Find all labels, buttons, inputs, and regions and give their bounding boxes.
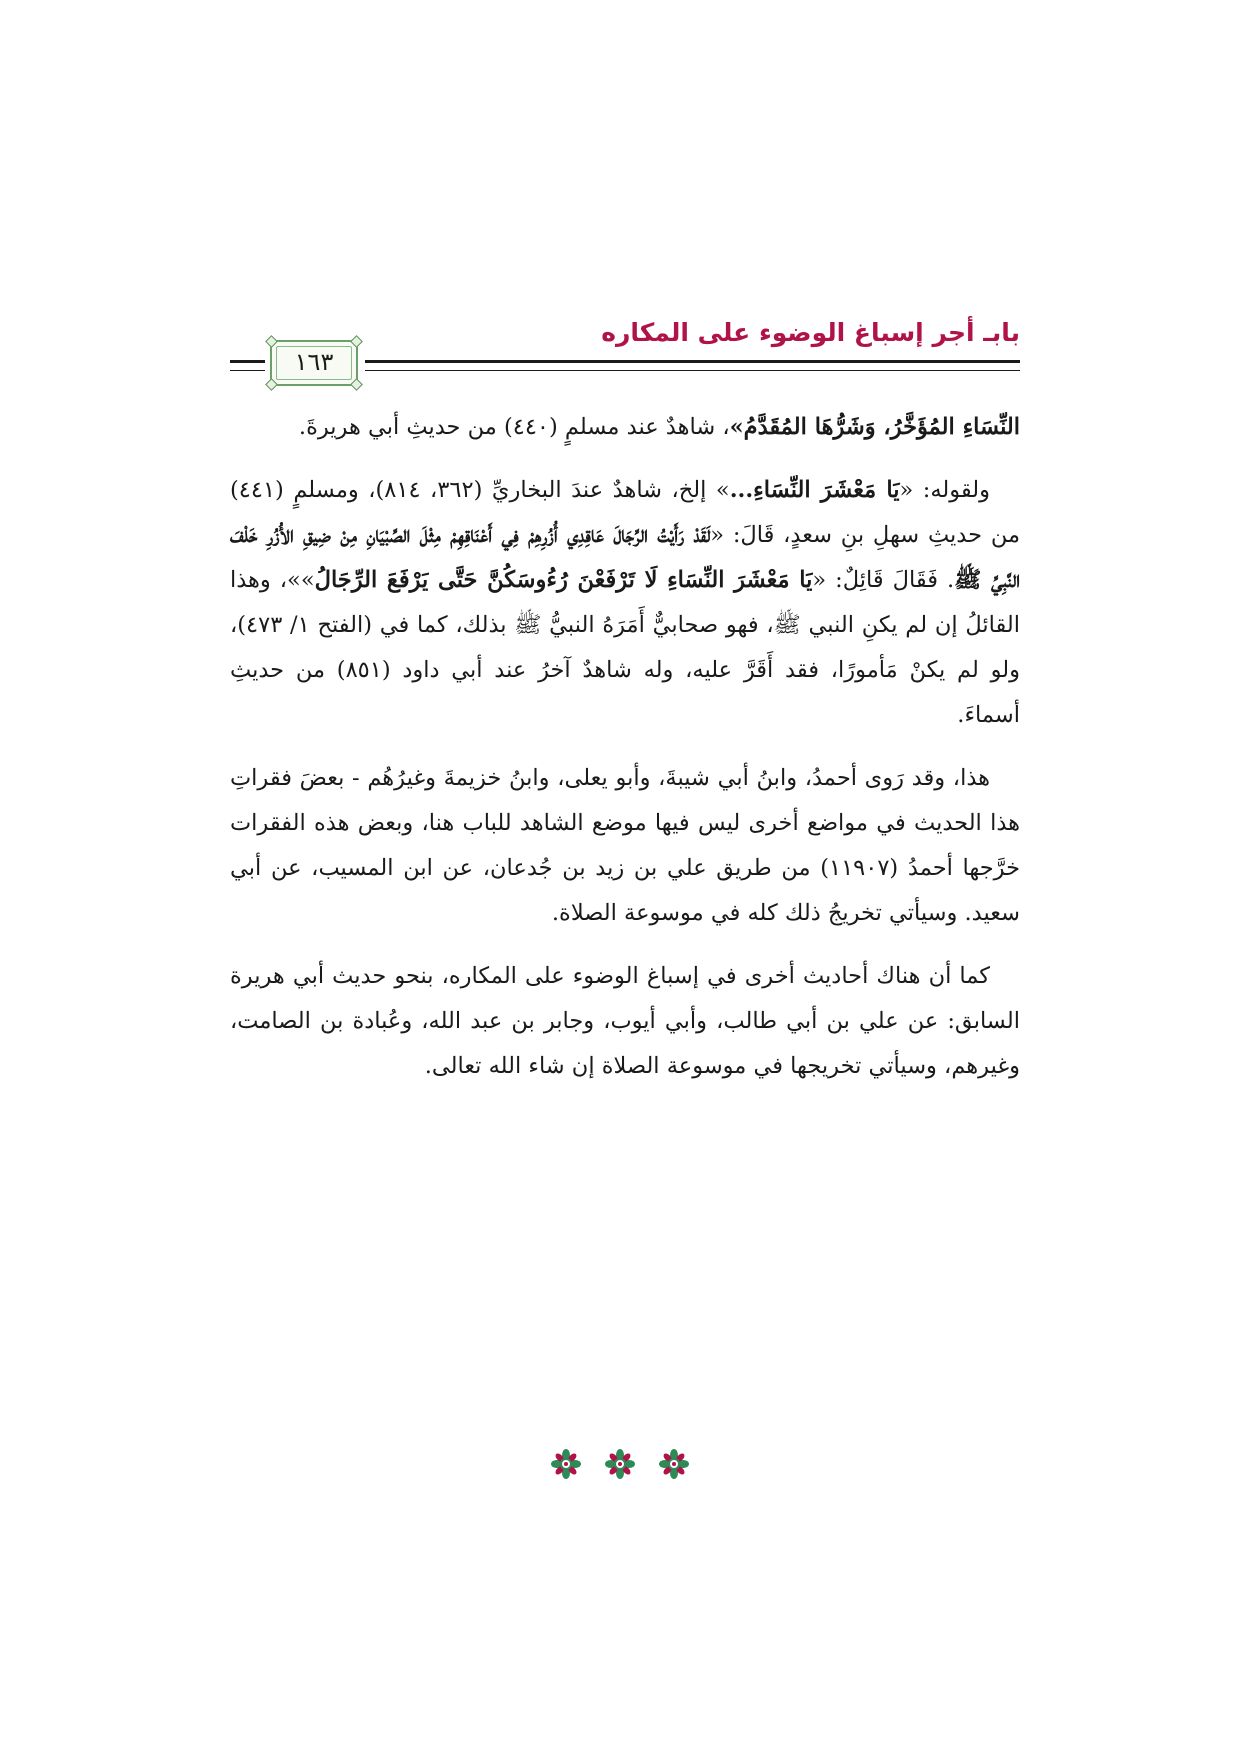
paragraph-text: ، شاهدٌ عند مسلمٍ (٤٤٠) من حديثِ أبي هريرةَ.	[298, 414, 730, 440]
chapter-title: بابـ أجر إسباغ الوضوء على المكاره	[601, 318, 1020, 347]
frame-corner-icon	[350, 378, 363, 391]
paragraph-text: ولقوله: «	[899, 477, 990, 503]
header-rule-right	[365, 360, 1020, 363]
hadith-quote: يَا مَعْشَرَ النِّسَاءِ لَا تَرْفَعْنَ رُءُوسَكُنَّ حَتَّى يَرْفَعَ الرِّجَالُ	[314, 567, 813, 593]
ornament-icon	[658, 1448, 690, 1480]
header-rule-right-thin	[365, 370, 1020, 371]
header-rule-left-thin	[230, 370, 265, 371]
header-rule-left	[230, 360, 265, 363]
page-header	[230, 318, 1020, 388]
page-number: ١٦٣	[294, 348, 334, 376]
frame-corner-icon	[265, 378, 278, 391]
frame-corner-icon	[350, 335, 363, 348]
paragraph-3: هذا، وقد رَوى أحمدُ، وابنُ أبي شيبةَ، وأبو يعلى، وابنُ خزيمةَ وغيرُهُم - بعضَ فقراتِ هذا الحديث في مواضع أخرى ليس فيها موضع الشاهد للباب هنا، وبعض هذه الفقرات خرَّجها أحمدُ (١١٩٠٧) من طريق علي بن زيد بن جُدعان، عن ابن المسيب، عن أبي سعيد. وسيأتي تخريجُ ذلك كله في موسوعة الصلاة.	[230, 765, 1021, 926]
ornament-icon	[550, 1448, 582, 1480]
paragraph-2	[230, 468, 1020, 738]
hadith-quote: النِّسَاءِ المُؤَخَّرُ، وَشَرُّهَا المُقَدَّمُ»	[729, 414, 1020, 440]
page-body	[230, 405, 1020, 1107]
page-number-frame	[270, 340, 358, 386]
paragraph-1	[230, 405, 1020, 450]
frame-corner-icon	[265, 335, 278, 348]
hadith-quote: يَا مَعْشَرَ النِّسَاءِ...	[729, 477, 900, 503]
paragraph-text: . فَقَالَ قَائِلٌ: «	[812, 567, 955, 593]
section-end-ornaments	[530, 1448, 710, 1488]
paragraph-text: » إلخ، شاهدٌ عندَ البخاريِّ (٣٦٢، ٨١٤)، ومسلمٍ (٤٤١) من حديثِ سهلِ بنِ سعدٍ، قَالَ: «	[230, 477, 1020, 548]
paragraph-4: كما أن هناك أحاديث أخرى في إسباغ الوضوء على المكاره، بنحو حديث أبي هريرة السابق: عن علي بن أبي طالب، وأبي أيوب، وجابر بن عبد الله، وعُبادة بن الصامت، وغيرهم، وسيأتي تخريجها في موسوعة الصلاة إن شاء الله تعالى.	[230, 963, 1020, 1079]
hadith-quote: لَقَدْ رَأَيْتُ الرِّجَالَ عَاقِدِي أُزُرِهِمْ فِي أَعْنَاقِهِمْ مِثْلَ الصِّبْيَانِ مِنْ ضِيقِ الأُزُرِ خَلْفَ النَّبِيِّ ﷺ	[230, 522, 1020, 593]
ornament-icon	[604, 1448, 636, 1480]
paragraph-text: »»، وهذا القائلُ إن لم يكنِ النبي ﷺ، فهو صحابيٌّ أَمَرَهُ النبيُّ ﷺ بذلك، كما في (الفتح ١/ ٤٧٣)، ولو لم يكنْ مَأمورًا، فقد أَقَرَّ عليه، وله شاهدٌ آخرُ عند أبي داود (٨٥١) من حديثِ أسماءَ.	[230, 567, 1020, 728]
